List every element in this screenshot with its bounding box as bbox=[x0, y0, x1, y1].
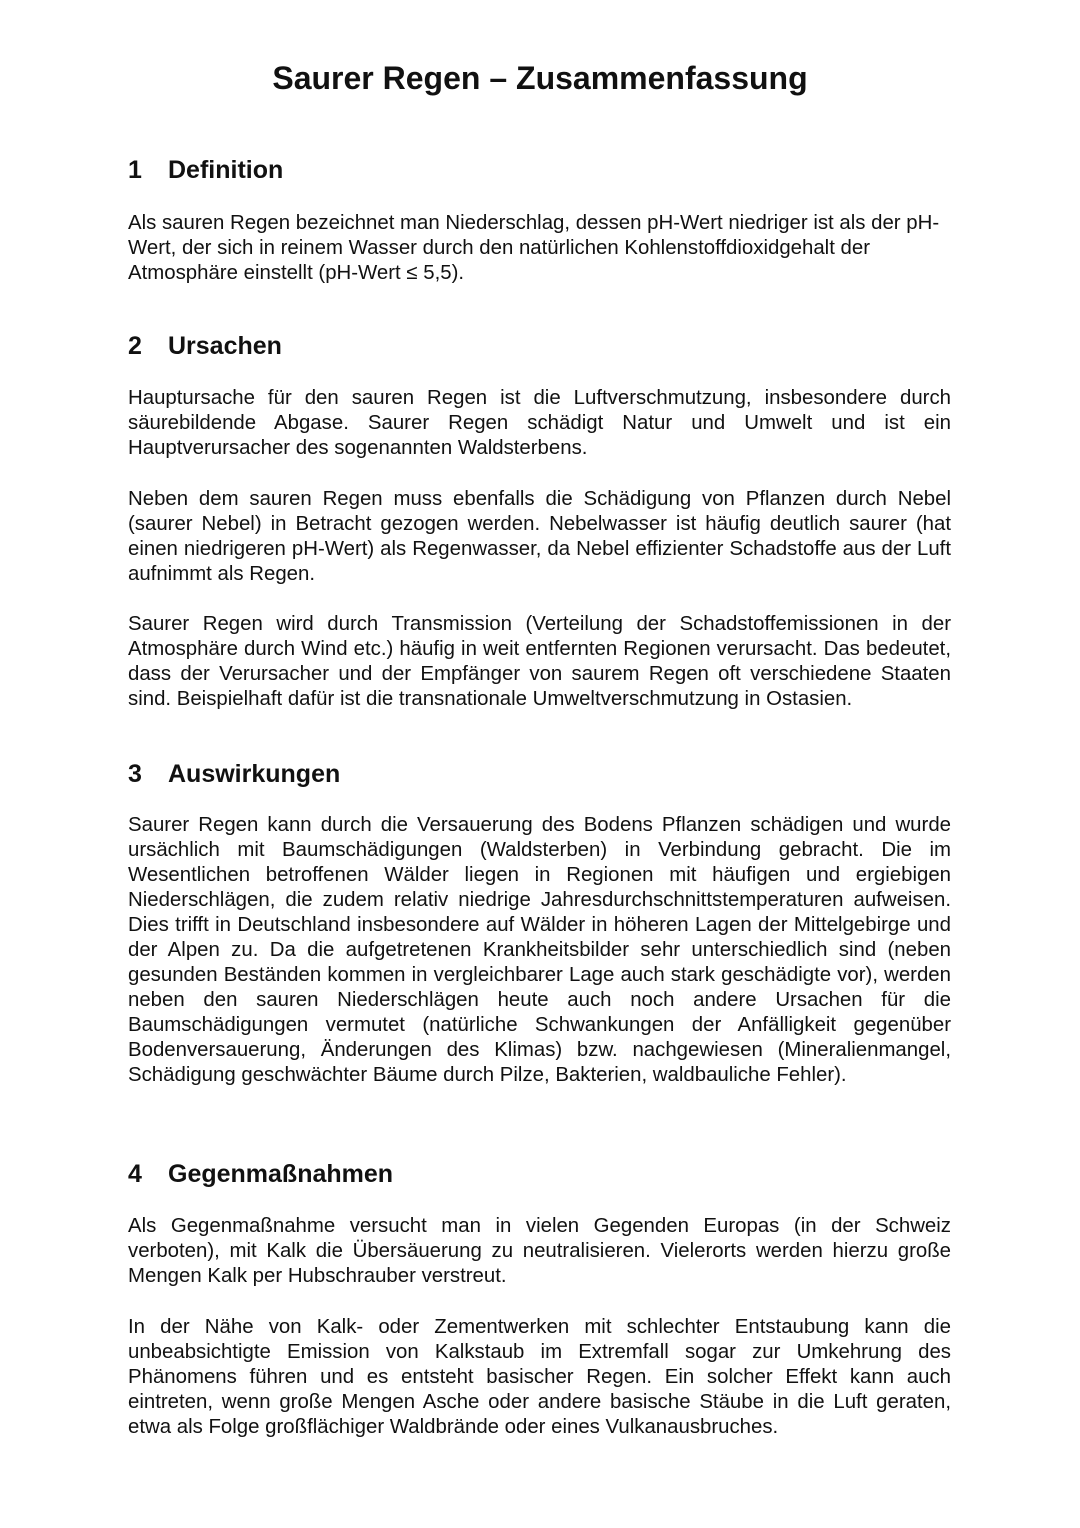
section-heading-definition bbox=[128, 154, 283, 186]
section-title: Definition bbox=[168, 156, 284, 184]
section-number: 4 bbox=[128, 1160, 142, 1188]
section-title: Gegenmaßnahmen bbox=[168, 1160, 394, 1188]
section-title: Auswirkungen bbox=[168, 760, 341, 788]
ursachen-paragraph-3: Saurer Regen wird durch Transmission (Verteilung der Schadstoffemissionen in der Atmosphäre durch Wind etc.) häufig in weit entfernten Regionen verursacht. Das bedeutet, dass der Verursacher und der Empfänger von saurem Regen oft verschiedene Staaten sind. Beispielhaft dafür ist die transnationale Umweltverschmutzung in Ostasien. bbox=[128, 613, 951, 710]
gegenmassnahmen-paragraph-1: Als Gegenmaßnahme versucht man in vielen Gegenden Europas (in der Schweiz verboten), mit Kalk die Übersäuerung zu neutralisieren. Vielerorts werden hierzu große Mengen Kalk per Hubschrauber verstreut. bbox=[128, 1215, 951, 1287]
section-heading-ursachen bbox=[128, 330, 282, 362]
section-number: 2 bbox=[128, 332, 142, 360]
auswirkungen-paragraph: Saurer Regen kann durch die Versauerung des Bodens Pflanzen schädigen und wurde ursächlich mit Baumschädigungen (Waldsterben) in Verbindung gebracht. Die im Wesentlichen betroffenen Wälder liegen in Regionen mit häufigen und ergiebigen Niederschlägen, die zudem relativ niedrige Jahresdurchschnittstemperaturen aufweisen. Dies trifft in Deutschland insbesondere auf Wälder in höheren Lagen der Mittelgebirge und der Alpen zu. Da die aufgetretenen Krankheitsbilder sehr unterschiedlich sind (neben gesunden Beständen kommen in vergleichbarer Lage auch stark geschädigte vor), werden neben den sauren Niederschlägen heute auch noch andere Ursachen für die Baumschädigungen vermutet (natürliche Schwankungen der Anfälligkeit gegenüber Bodenversauerung, Änderungen des Klimas) bzw. nachgewiesen (Mineralienmangel, Schädigung geschwächter Bäume durch Pilze, Bakterien, waldbauliche Fehler). bbox=[128, 814, 951, 1086]
section-heading-auswirkungen bbox=[128, 758, 340, 790]
gegenmassnahmen-paragraph-2: In der Nähe von Kalk- oder Zementwerken mit schlechter Entstaubung kann die unbeabsichtigte Emission von Kalkstaub im Extremfall sogar zur Umkehrung des Phänomens führen und es entsteht basischer Regen. Ein solcher Effekt kann auch eintreten, wenn große Mengen Asche oder andere basische Stäube in die Luft geraten, etwa als Folge großflächiger Waldbrände oder eines Vulkanausbruches. bbox=[128, 1316, 951, 1438]
ursachen-paragraph-2: Neben dem sauren Regen muss ebenfalls die Schädigung von Pflanzen durch Nebel (saurer Nebel) in Betracht gezogen werden. Nebelwasser ist häufig deutlich saurer (hat einen niedrigeren pH-Wert) als Regenwasser, da Nebel effizienter Schadstoffe aus der Luft aufnimmt als Regen. bbox=[128, 488, 951, 585]
section-number: 3 bbox=[128, 760, 142, 788]
section-number: 1 bbox=[128, 156, 142, 184]
document-title: Saurer Regen – Zusammenfassung bbox=[272, 60, 808, 96]
ursachen-paragraph-1: Hauptursache für den sauren Regen ist die Luftverschmutzung, insbesondere durch säurebildende Abgase. Saurer Regen schädigt Natur und Umwelt und ist ein Hauptverursacher des sogenannten Waldsterbens. bbox=[128, 387, 951, 459]
section-heading-gegenmassnahmen bbox=[128, 1158, 393, 1190]
section-title: Ursachen bbox=[168, 332, 282, 360]
definition-paragraph: Als sauren Regen bezeichnet man Niederschlag, dessen pH-Wert niedriger ist als der pH-Wert, der sich in reinem Wasser durch den natürlichen Kohlenstoffdioxidgehalt der Atmosphäre einstellt (pH-Wert ≤ 5,5). bbox=[128, 212, 940, 284]
